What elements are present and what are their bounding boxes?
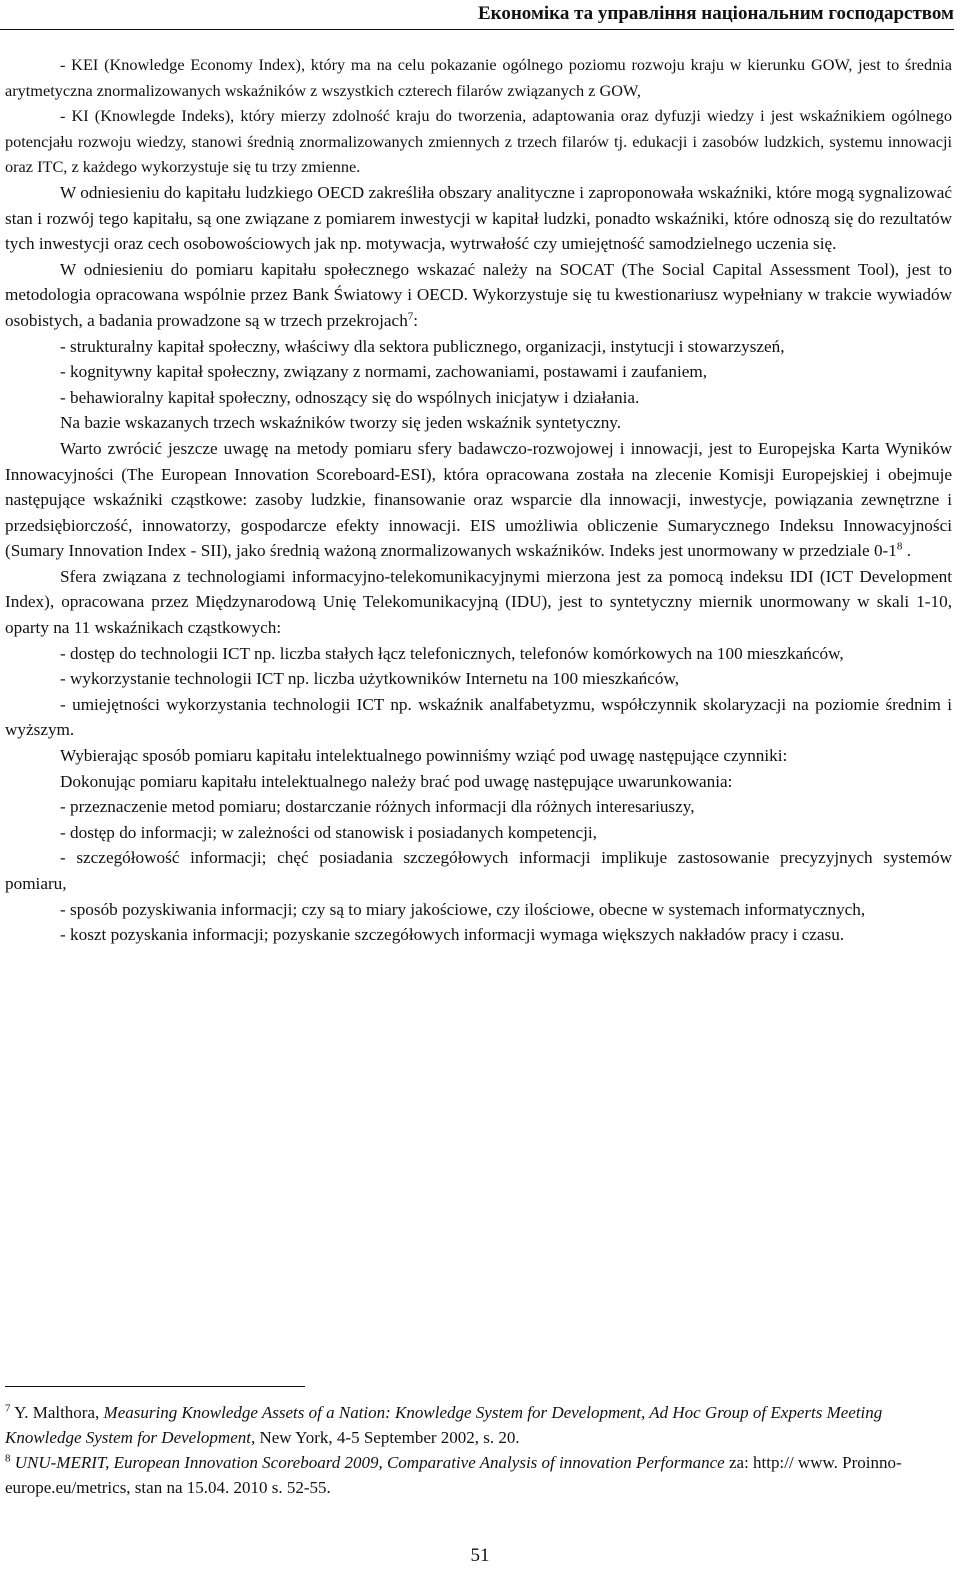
paragraph-text: Dokonując pomiaru kapitału intelektualnego należy brać pod uwagę następujące uwarunkowania:: [60, 771, 733, 791]
footnote-separator: [5, 1386, 305, 1387]
paragraph: [5, 334, 952, 360]
paragraph: [5, 743, 952, 769]
paragraph: [5, 641, 952, 667]
footnote-reference: 8: [896, 540, 903, 553]
body-text: [5, 52, 952, 948]
paragraph-text: - wykorzystanie technologii ICT np. liczba użytkowników Internetu na 100 mieszkańców,: [60, 669, 680, 689]
footnote-title: Measuring Knowledge Assets of a Nation: Knowledge System for Development, Ad Hoc Group of Experts Meeting Knowledge System for Development,: [5, 1403, 883, 1447]
paragraph: [5, 180, 952, 257]
paragraph-text: Sfera związana z technologiami informacyjno-telekomunikacyjnymi mierzona jest za pomocą indeksu IDI (ICT Development Index), opracowana przez Międzynarodową Unię Telekomunikacyjną (IDU), jest to syntetyczny miernik unormowany w skali 1-10, oparty na 11 wskaźnikach cząstkowych:: [5, 566, 952, 638]
paragraph-text: - KI (Knowlegde Indeks), który mierzy zdolność kraju do tworzenia, adaptowania oraz dyfuzji wiedzy i jest wskaźnikiem ogólnego potencjału rozwoju wiedzy, stanowi średnią znormalizowanych zmiennych z trzech filarów tj. edukacji i zasobów ludzkich, systemu innowacji oraz ITC, z każdego wykorzystuje się tu trzy zmienne.: [5, 106, 952, 177]
paragraph: [5, 769, 952, 795]
paragraph: [5, 564, 952, 641]
paragraph-tail: :: [413, 310, 419, 330]
footnote-number: 7: [5, 1402, 11, 1415]
footnote-8: [5, 1450, 952, 1500]
footnote-details: za: http:// www. Proinno-europe.eu/metrics, stan na 15.04. 2010 s. 52-55.: [5, 1453, 902, 1497]
paragraph-text: Na bazie wskazanych trzech wskaźników tworzy się jeden wskaźnik syntetyczny.: [60, 413, 622, 433]
footnote-7: [5, 1400, 952, 1450]
paragraph-text: - szczegółowość informacji; chęć posiadania szczegółowych informacji implikuje zastosowanie precyzyjnych systemów pomiaru,: [5, 848, 952, 893]
footnotes: [5, 1400, 952, 1500]
paragraph: [5, 436, 952, 564]
paragraph: [5, 845, 952, 896]
paragraph: [5, 52, 952, 103]
paragraph-text: Warto zwrócić jeszcze uwagę na metody pomiaru sfery badawczo-rozwojowej i innowacji, jest to Europejska Karta Wyników Innowacyjności (The European Innovation Scoreboard-ESI), która opracowana została na zlecenie Komisji Europejskiej i obejmuje następujące wskaźniki cząstkowe: zasoby ludzkie, finansowanie oraz wsparcie dla innowacji, inwestycje, powiązania zewnętrzne i przedsiębiorczość, innowatorzy, gospodarcze efekty innowacji. EIS umożliwia obliczenie Sumarycznego Indeksu Innowacyjności (Sumary Innovation Index - SII), jako średnią ważoną znormalizowanych wskaźników. Indeks jest unormowany w przedziale 0-1: [5, 438, 952, 561]
paragraph: [5, 410, 952, 436]
paragraph-text: - koszt pozyskania informacji; pozyskanie szczegółowych informacji wymaga większych nakładów pracy i czasu.: [60, 925, 845, 945]
paragraph: [5, 385, 952, 411]
paragraph-text: - dostęp do informacji; w zależności od stanowisk i posiadanych kompetencji,: [60, 822, 597, 842]
paragraph: [5, 257, 952, 334]
footnote-title: UNU-MERIT, European Innovation Scoreboard 2009, Comparative Analysis of innovation Performance: [10, 1453, 725, 1472]
footnote-details: New York, 4-5 September 2002, s. 20.: [255, 1428, 520, 1447]
paragraph-text: - przeznaczenie metod pomiaru; dostarczanie różnych informacji dla różnych interesariuszy,: [60, 797, 695, 817]
paragraph: [5, 922, 952, 948]
footnote-number: 8: [5, 1452, 11, 1465]
paragraph-text: Wybierając sposób pomiaru kapitału intelektualnego powinniśmy wziąć pod uwagę następujące czynniki:: [60, 746, 788, 766]
paragraph-text: - behawioralny kapitał społeczny, odnoszący się do wspólnych inicjatyw i działania.: [60, 387, 640, 407]
paragraph: [5, 103, 952, 180]
footnote-reference: 7: [407, 310, 414, 323]
paragraph-tail: .: [902, 541, 911, 561]
paragraph: [5, 820, 952, 846]
paragraph-text: - sposób pozyskiwania informacji; czy są to miary jakościowe, czy ilościowe, obecne w systemach informatycznych,: [60, 899, 866, 919]
paragraph: [5, 666, 952, 692]
paragraph-text: - umiejętności wykorzystania technologii ICT np. wskaźnik analfabetyzmu, współczynnik skolaryzacji na poziomie średnim i wyższym.: [5, 694, 952, 740]
paragraph-text: - dostęp do technologii ICT np. liczba stałych łącz telefonicznych, telefonów komórkowych na 100 mieszkańców,: [60, 643, 844, 663]
page-number: 51: [470, 1545, 490, 1566]
paragraph-text: - kognitywny kapitał społeczny, związany z normami, zachowaniami, postawami i zaufaniem,: [60, 362, 708, 382]
paragraph-text: - strukturalny kapitał społeczny, właściwy dla sektora publicznego, organizacji, instytucji i stowarzyszeń,: [60, 336, 785, 356]
running-header: Економіка та управління національним господарством: [477, 3, 954, 24]
paragraph: [5, 692, 952, 743]
paragraph-text: - KEI (Knowledge Economy Index), który ma na celu pokazanie ogólnego poziomu rozwoju kraju w kierunku GOW, jest to średnia arytmetyczna znormalizowanych wskaźników z wszystkich czterech filarów związanych z GOW,: [5, 55, 952, 100]
footnote-author: Y. Malthora,: [10, 1403, 104, 1422]
paragraph-text: W odniesieniu do kapitału ludzkiego OECD zakreśliła obszary analityczne i zaproponowała wskaźniki, które mogą sygnalizować stan i rozwój tego kapitału, są one związane z pomiarem inwestycji w kapitał ludzki, ponadto wskaźniki, które odnoszą się do rezultatów tych inwestycji oraz cech osobowościowych jak np. motywacja, wytrwałość czy umiejętność samodzielnego uczenia się.: [5, 182, 952, 254]
header-rule: [0, 29, 954, 30]
paragraph: [5, 897, 952, 923]
paragraph-text: W odniesieniu do pomiaru kapitału społecznego wskazać należy na SOCAT (The Social Capital Assessment Tool), jest to metodologia opracowana wspólnie przez Bank Światowy i OECD. Wykorzystuje się tu kwestionariusz wypełniany w trakcie wywiadów osobistych, a badania prowadzone są w trzech przekrojach: [5, 259, 952, 330]
paragraph: [5, 359, 952, 385]
paragraph: [5, 794, 952, 820]
